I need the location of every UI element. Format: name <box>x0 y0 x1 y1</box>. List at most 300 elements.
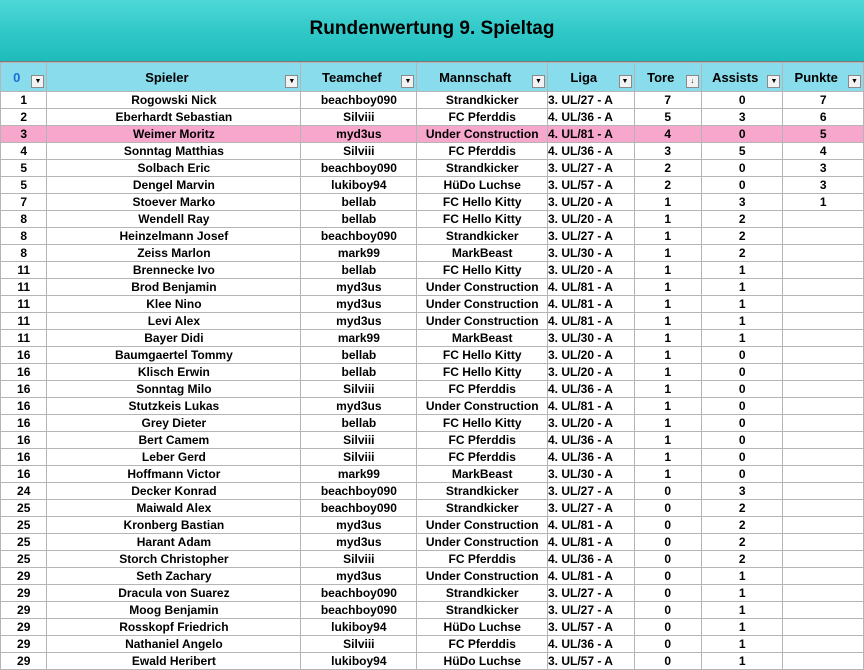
cell-liga[interactable]: 3. UL/20 - A <box>548 194 635 211</box>
cell-teamchef[interactable]: mark99 <box>301 330 417 347</box>
cell-rank[interactable]: 25 <box>1 551 47 568</box>
cell-tore[interactable]: 1 <box>634 211 701 228</box>
cell-teamchef[interactable]: Silviii <box>301 109 417 126</box>
cell-assists[interactable]: 0 <box>701 398 783 415</box>
cell-liga[interactable]: 4. UL/36 - A <box>548 143 635 160</box>
cell-rank[interactable]: 16 <box>1 415 47 432</box>
cell-mannschaft[interactable]: MarkBeast <box>417 466 548 483</box>
cell-assists[interactable]: 0 <box>701 92 783 109</box>
cell-punkte[interactable] <box>783 483 864 500</box>
table-row[interactable] <box>1 296 864 313</box>
cell-rank[interactable]: 25 <box>1 534 47 551</box>
table-row[interactable] <box>1 551 864 568</box>
sort-descending-tore-icon[interactable]: ↓ <box>686 75 699 88</box>
cell-liga[interactable]: 3. UL/30 - A <box>548 330 635 347</box>
cell-mannschaft[interactable]: FC Hello Kitty <box>417 194 548 211</box>
cell-assists[interactable]: 2 <box>701 211 783 228</box>
cell-liga[interactable]: 4. UL/36 - A <box>548 432 635 449</box>
cell-spieler[interactable]: Klee Nino <box>47 296 301 313</box>
cell-assists[interactable]: 0 <box>701 126 783 143</box>
cell-liga[interactable]: 3. UL/20 - A <box>548 211 635 228</box>
cell-teamchef[interactable]: bellab <box>301 262 417 279</box>
cell-punkte[interactable] <box>783 432 864 449</box>
cell-liga[interactable]: 3. UL/57 - A <box>548 619 635 636</box>
cell-liga[interactable]: 3. UL/30 - A <box>548 466 635 483</box>
table-row[interactable] <box>1 381 864 398</box>
cell-liga[interactable]: 3. UL/27 - A <box>548 228 635 245</box>
cell-liga[interactable]: 4. UL/36 - A <box>548 636 635 653</box>
cell-tore[interactable]: 0 <box>634 602 701 619</box>
cell-punkte[interactable] <box>783 551 864 568</box>
filter-dropdown-teamchef-icon[interactable]: ▼ <box>401 75 414 88</box>
cell-assists[interactable]: 1 <box>701 313 783 330</box>
cell-rank[interactable]: 29 <box>1 619 47 636</box>
table-row[interactable] <box>1 602 864 619</box>
cell-mannschaft[interactable]: Under Construction <box>417 534 548 551</box>
cell-mannschaft[interactable]: Under Construction <box>417 279 548 296</box>
cell-punkte[interactable] <box>783 296 864 313</box>
cell-punkte[interactable] <box>783 415 864 432</box>
cell-tore[interactable]: 0 <box>634 483 701 500</box>
cell-liga[interactable]: 4. UL/81 - A <box>548 279 635 296</box>
cell-spieler[interactable]: Nathaniel Angelo <box>47 636 301 653</box>
cell-tore[interactable]: 3 <box>634 143 701 160</box>
table-row[interactable] <box>1 211 864 228</box>
cell-mannschaft[interactable]: HüDo Luchse <box>417 653 548 670</box>
cell-teamchef[interactable]: Silviii <box>301 551 417 568</box>
cell-spieler[interactable]: Dengel Marvin <box>47 177 301 194</box>
cell-rank[interactable]: 29 <box>1 585 47 602</box>
cell-liga[interactable]: 4. UL/81 - A <box>548 313 635 330</box>
cell-assists[interactable]: 3 <box>701 194 783 211</box>
table-row[interactable] <box>1 500 864 517</box>
cell-rank[interactable]: 29 <box>1 568 47 585</box>
cell-spieler[interactable]: Klisch Erwin <box>47 364 301 381</box>
cell-rank[interactable]: 29 <box>1 653 47 670</box>
cell-liga[interactable]: 4. UL/81 - A <box>548 126 635 143</box>
cell-assists[interactable]: 5 <box>701 143 783 160</box>
cell-punkte[interactable] <box>783 347 864 364</box>
cell-tore[interactable]: 1 <box>634 449 701 466</box>
filter-dropdown-assists-icon[interactable]: ▼ <box>767 75 780 88</box>
cell-spieler[interactable]: Kronberg Bastian <box>47 517 301 534</box>
cell-rank[interactable]: 8 <box>1 245 47 262</box>
cell-punkte[interactable] <box>783 381 864 398</box>
table-row[interactable] <box>1 568 864 585</box>
cell-assists[interactable]: 1 <box>701 279 783 296</box>
cell-punkte[interactable] <box>783 245 864 262</box>
cell-spieler[interactable]: Decker Konrad <box>47 483 301 500</box>
cell-teamchef[interactable]: lukiboy94 <box>301 653 417 670</box>
cell-mannschaft[interactable]: FC Pferddis <box>417 381 548 398</box>
cell-mannschaft[interactable]: Strandkicker <box>417 483 548 500</box>
cell-spieler[interactable]: Grey Dieter <box>47 415 301 432</box>
cell-mannschaft[interactable]: Under Construction <box>417 126 548 143</box>
table-row[interactable] <box>1 466 864 483</box>
cell-rank[interactable]: 2 <box>1 109 47 126</box>
cell-tore[interactable]: 2 <box>634 177 701 194</box>
cell-punkte[interactable] <box>783 534 864 551</box>
cell-tore[interactable]: 1 <box>634 466 701 483</box>
cell-liga[interactable]: 3. UL/27 - A <box>548 585 635 602</box>
cell-tore[interactable]: 1 <box>634 347 701 364</box>
cell-punkte[interactable]: 7 <box>783 92 864 109</box>
cell-spieler[interactable]: Ewald Heribert <box>47 653 301 670</box>
cell-tore[interactable]: 1 <box>634 228 701 245</box>
cell-mannschaft[interactable]: HüDo Luchse <box>417 619 548 636</box>
cell-punkte[interactable] <box>783 619 864 636</box>
cell-mannschaft[interactable]: HüDo Luchse <box>417 177 548 194</box>
cell-teamchef[interactable]: myd3us <box>301 313 417 330</box>
cell-rank[interactable]: 25 <box>1 500 47 517</box>
cell-tore[interactable]: 0 <box>634 517 701 534</box>
cell-liga[interactable]: 3. UL/57 - A <box>548 177 635 194</box>
cell-rank[interactable]: 1 <box>1 92 47 109</box>
cell-tore[interactable]: 1 <box>634 330 701 347</box>
cell-mannschaft[interactable]: FC Hello Kitty <box>417 347 548 364</box>
table-row[interactable] <box>1 364 864 381</box>
cell-spieler[interactable]: Dracula von Suarez <box>47 585 301 602</box>
cell-teamchef[interactable]: myd3us <box>301 517 417 534</box>
cell-rank[interactable]: 16 <box>1 466 47 483</box>
cell-teamchef[interactable]: Silviii <box>301 432 417 449</box>
table-row[interactable] <box>1 653 864 670</box>
table-row[interactable] <box>1 517 864 534</box>
cell-assists[interactable]: 1 <box>701 330 783 347</box>
cell-mannschaft[interactable]: Under Construction <box>417 517 548 534</box>
cell-punkte[interactable]: 1 <box>783 194 864 211</box>
table-row[interactable] <box>1 92 864 109</box>
table-row[interactable] <box>1 143 864 160</box>
cell-mannschaft[interactable]: FC Pferddis <box>417 636 548 653</box>
cell-punkte[interactable]: 3 <box>783 177 864 194</box>
cell-teamchef[interactable]: bellab <box>301 211 417 228</box>
cell-assists[interactable]: 2 <box>701 500 783 517</box>
cell-assists[interactable]: 2 <box>701 228 783 245</box>
cell-spieler[interactable]: Moog Benjamin <box>47 602 301 619</box>
cell-liga[interactable]: 3. UL/57 - A <box>548 653 635 670</box>
cell-punkte[interactable]: 4 <box>783 143 864 160</box>
cell-mannschaft[interactable]: Strandkicker <box>417 500 548 517</box>
cell-liga[interactable]: 4. UL/36 - A <box>548 109 635 126</box>
cell-teamchef[interactable]: beachboy090 <box>301 92 417 109</box>
cell-mannschaft[interactable]: Under Construction <box>417 313 548 330</box>
cell-punkte[interactable] <box>783 279 864 296</box>
cell-assists[interactable]: 2 <box>701 534 783 551</box>
cell-punkte[interactable] <box>783 364 864 381</box>
cell-rank[interactable]: 24 <box>1 483 47 500</box>
cell-liga[interactable]: 4. UL/81 - A <box>548 568 635 585</box>
cell-assists[interactable]: 0 <box>701 432 783 449</box>
cell-spieler[interactable]: Stoever Marko <box>47 194 301 211</box>
cell-teamchef[interactable]: beachboy090 <box>301 585 417 602</box>
cell-punkte[interactable]: 3 <box>783 160 864 177</box>
cell-tore[interactable]: 1 <box>634 364 701 381</box>
cell-spieler[interactable]: Zeiss Marlon <box>47 245 301 262</box>
cell-liga[interactable]: 3. UL/20 - A <box>548 262 635 279</box>
cell-assists[interactable]: 0 <box>701 177 783 194</box>
table-row[interactable] <box>1 330 864 347</box>
cell-tore[interactable]: 1 <box>634 296 701 313</box>
cell-tore[interactable]: 1 <box>634 262 701 279</box>
cell-spieler[interactable]: Brennecke Ivo <box>47 262 301 279</box>
cell-punkte[interactable] <box>783 466 864 483</box>
cell-rank[interactable]: 29 <box>1 602 47 619</box>
cell-spieler[interactable]: Sonntag Matthias <box>47 143 301 160</box>
cell-assists[interactable]: 1 <box>701 602 783 619</box>
cell-spieler[interactable]: Solbach Eric <box>47 160 301 177</box>
cell-tore[interactable]: 1 <box>634 313 701 330</box>
cell-rank[interactable]: 25 <box>1 517 47 534</box>
cell-mannschaft[interactable]: Under Construction <box>417 398 548 415</box>
cell-assists[interactable]: 1 <box>701 296 783 313</box>
cell-punkte[interactable] <box>783 602 864 619</box>
cell-tore[interactable]: 1 <box>634 245 701 262</box>
cell-assists[interactable]: 1 <box>701 585 783 602</box>
filter-dropdown-mannschaft-icon[interactable]: ▼ <box>532 75 545 88</box>
cell-rank[interactable]: 16 <box>1 432 47 449</box>
cell-tore[interactable]: 1 <box>634 279 701 296</box>
cell-rank[interactable]: 16 <box>1 347 47 364</box>
cell-punkte[interactable] <box>783 653 864 670</box>
cell-liga[interactable]: 4. UL/36 - A <box>548 551 635 568</box>
cell-rank[interactable]: 8 <box>1 228 47 245</box>
cell-mannschaft[interactable]: Strandkicker <box>417 585 548 602</box>
cell-rank[interactable]: 3 <box>1 126 47 143</box>
cell-teamchef[interactable]: beachboy090 <box>301 483 417 500</box>
cell-liga[interactable]: 3. UL/27 - A <box>548 92 635 109</box>
cell-punkte[interactable] <box>783 517 864 534</box>
cell-tore[interactable]: 7 <box>634 92 701 109</box>
table-row[interactable] <box>1 109 864 126</box>
cell-rank[interactable]: 16 <box>1 398 47 415</box>
table-row[interactable] <box>1 483 864 500</box>
cell-rank[interactable]: 16 <box>1 381 47 398</box>
cell-teamchef[interactable]: myd3us <box>301 398 417 415</box>
cell-assists[interactable]: 2 <box>701 517 783 534</box>
cell-teamchef[interactable]: bellab <box>301 364 417 381</box>
cell-assists[interactable]: 0 <box>701 160 783 177</box>
cell-spieler[interactable]: Weimer Moritz <box>47 126 301 143</box>
cell-tore[interactable]: 0 <box>634 653 701 670</box>
cell-assists[interactable]: 1 <box>701 262 783 279</box>
cell-spieler[interactable]: Bert Camem <box>47 432 301 449</box>
cell-assists[interactable]: 0 <box>701 381 783 398</box>
cell-punkte[interactable] <box>783 228 864 245</box>
cell-spieler[interactable]: Maiwald Alex <box>47 500 301 517</box>
cell-teamchef[interactable]: beachboy090 <box>301 602 417 619</box>
table-row[interactable] <box>1 347 864 364</box>
cell-assists[interactable]: 0 <box>701 364 783 381</box>
table-row[interactable] <box>1 449 864 466</box>
cell-tore[interactable]: 1 <box>634 398 701 415</box>
cell-spieler[interactable]: Baumgaertel Tommy <box>47 347 301 364</box>
cell-teamchef[interactable]: lukiboy94 <box>301 619 417 636</box>
cell-tore[interactable]: 1 <box>634 432 701 449</box>
cell-liga[interactable]: 4. UL/36 - A <box>548 381 635 398</box>
cell-liga[interactable]: 3. UL/30 - A <box>548 245 635 262</box>
cell-spieler[interactable]: Eberhardt Sebastian <box>47 109 301 126</box>
table-row[interactable] <box>1 432 864 449</box>
cell-mannschaft[interactable]: Strandkicker <box>417 228 548 245</box>
cell-punkte[interactable] <box>783 262 864 279</box>
cell-tore[interactable]: 1 <box>634 415 701 432</box>
table-row[interactable] <box>1 194 864 211</box>
cell-tore[interactable]: 5 <box>634 109 701 126</box>
table-row[interactable] <box>1 160 864 177</box>
cell-liga[interactable]: 3. UL/20 - A <box>548 415 635 432</box>
filter-dropdown-punkte-icon[interactable]: ▼ <box>848 75 861 88</box>
cell-tore[interactable]: 0 <box>634 585 701 602</box>
cell-teamchef[interactable]: bellab <box>301 415 417 432</box>
cell-rank[interactable]: 11 <box>1 330 47 347</box>
cell-spieler[interactable]: Brod Benjamin <box>47 279 301 296</box>
cell-teamchef[interactable]: lukiboy94 <box>301 177 417 194</box>
table-row[interactable] <box>1 126 864 143</box>
cell-tore[interactable]: 2 <box>634 160 701 177</box>
cell-teamchef[interactable]: myd3us <box>301 296 417 313</box>
cell-punkte[interactable] <box>783 313 864 330</box>
cell-punkte[interactable] <box>783 585 864 602</box>
cell-assists[interactable]: 0 <box>701 415 783 432</box>
cell-teamchef[interactable]: Silviii <box>301 143 417 160</box>
cell-spieler[interactable]: Harant Adam <box>47 534 301 551</box>
cell-mannschaft[interactable]: FC Hello Kitty <box>417 262 548 279</box>
cell-mannschaft[interactable]: FC Hello Kitty <box>417 415 548 432</box>
cell-assists[interactable]: 1 <box>701 653 783 670</box>
cell-rank[interactable]: 29 <box>1 636 47 653</box>
cell-punkte[interactable] <box>783 500 864 517</box>
cell-teamchef[interactable]: mark99 <box>301 245 417 262</box>
cell-teamchef[interactable]: myd3us <box>301 126 417 143</box>
cell-liga[interactable]: 4. UL/81 - A <box>548 296 635 313</box>
cell-teamchef[interactable]: Silviii <box>301 449 417 466</box>
cell-liga[interactable]: 3. UL/20 - A <box>548 347 635 364</box>
cell-spieler[interactable]: Hoffmann Victor <box>47 466 301 483</box>
cell-punkte[interactable] <box>783 568 864 585</box>
cell-liga[interactable]: 3. UL/27 - A <box>548 602 635 619</box>
cell-mannschaft[interactable]: FC Pferddis <box>417 449 548 466</box>
cell-rank[interactable]: 16 <box>1 364 47 381</box>
cell-assists[interactable]: 0 <box>701 466 783 483</box>
cell-mannschaft[interactable]: FC Pferddis <box>417 551 548 568</box>
cell-spieler[interactable]: Sonntag Milo <box>47 381 301 398</box>
table-row[interactable] <box>1 313 864 330</box>
cell-punkte[interactable]: 5 <box>783 126 864 143</box>
cell-teamchef[interactable]: myd3us <box>301 534 417 551</box>
cell-rank[interactable]: 5 <box>1 160 47 177</box>
cell-teamchef[interactable]: mark99 <box>301 466 417 483</box>
cell-punkte[interactable] <box>783 330 864 347</box>
cell-teamchef[interactable]: beachboy090 <box>301 500 417 517</box>
cell-spieler[interactable]: Stutzkeis Lukas <box>47 398 301 415</box>
cell-spieler[interactable]: Heinzelmann Josef <box>47 228 301 245</box>
cell-teamchef[interactable]: myd3us <box>301 568 417 585</box>
cell-punkte[interactable] <box>783 449 864 466</box>
table-row[interactable] <box>1 245 864 262</box>
cell-assists[interactable]: 0 <box>701 347 783 364</box>
cell-assists[interactable]: 1 <box>701 619 783 636</box>
cell-assists[interactable]: 3 <box>701 109 783 126</box>
cell-spieler[interactable]: Bayer Didi <box>47 330 301 347</box>
cell-tore[interactable]: 1 <box>634 194 701 211</box>
cell-mannschaft[interactable]: FC Pferddis <box>417 109 548 126</box>
cell-tore[interactable]: 4 <box>634 126 701 143</box>
cell-liga[interactable]: 3. UL/27 - A <box>548 160 635 177</box>
cell-assists[interactable]: 0 <box>701 449 783 466</box>
cell-tore[interactable]: 0 <box>634 619 701 636</box>
cell-assists[interactable]: 1 <box>701 636 783 653</box>
cell-mannschaft[interactable]: FC Hello Kitty <box>417 211 548 228</box>
cell-mannschaft[interactable]: Under Construction <box>417 296 548 313</box>
cell-teamchef[interactable]: bellab <box>301 347 417 364</box>
cell-rank[interactable]: 11 <box>1 279 47 296</box>
cell-spieler[interactable]: Seth Zachary <box>47 568 301 585</box>
filter-dropdown-rank-icon[interactable]: ▼ <box>31 75 44 88</box>
cell-teamchef[interactable]: beachboy090 <box>301 160 417 177</box>
table-row[interactable] <box>1 398 864 415</box>
cell-teamchef[interactable]: Silviii <box>301 636 417 653</box>
table-row[interactable] <box>1 636 864 653</box>
cell-spieler[interactable]: Rosskopf Friedrich <box>47 619 301 636</box>
cell-liga[interactable]: 3. UL/27 - A <box>548 500 635 517</box>
cell-liga[interactable]: 4. UL/81 - A <box>548 398 635 415</box>
cell-spieler[interactable]: Leber Gerd <box>47 449 301 466</box>
cell-rank[interactable]: 7 <box>1 194 47 211</box>
cell-mannschaft[interactable]: FC Pferddis <box>417 432 548 449</box>
cell-liga[interactable]: 3. UL/20 - A <box>548 364 635 381</box>
cell-tore[interactable]: 1 <box>634 381 701 398</box>
table-row[interactable] <box>1 619 864 636</box>
cell-tore[interactable]: 0 <box>634 534 701 551</box>
table-row[interactable] <box>1 262 864 279</box>
cell-punkte[interactable] <box>783 636 864 653</box>
cell-teamchef[interactable]: myd3us <box>301 279 417 296</box>
filter-dropdown-spieler-icon[interactable]: ▼ <box>285 75 298 88</box>
cell-punkte[interactable]: 6 <box>783 109 864 126</box>
cell-teamchef[interactable]: beachboy090 <box>301 228 417 245</box>
table-row[interactable] <box>1 415 864 432</box>
table-row[interactable] <box>1 534 864 551</box>
cell-assists[interactable]: 3 <box>701 483 783 500</box>
filter-dropdown-liga-icon[interactable]: ▼ <box>619 75 632 88</box>
cell-rank[interactable]: 8 <box>1 211 47 228</box>
cell-rank[interactable]: 16 <box>1 449 47 466</box>
table-row[interactable] <box>1 585 864 602</box>
cell-mannschaft[interactable]: Strandkicker <box>417 160 548 177</box>
table-row[interactable] <box>1 228 864 245</box>
cell-assists[interactable]: 2 <box>701 245 783 262</box>
cell-punkte[interactable] <box>783 398 864 415</box>
cell-rank[interactable]: 11 <box>1 313 47 330</box>
cell-mannschaft[interactable]: Strandkicker <box>417 92 548 109</box>
cell-spieler[interactable]: Levi Alex <box>47 313 301 330</box>
table-row[interactable] <box>1 177 864 194</box>
cell-rank[interactable]: 11 <box>1 262 47 279</box>
cell-rank[interactable]: 5 <box>1 177 47 194</box>
cell-liga[interactable]: 3. UL/27 - A <box>548 483 635 500</box>
cell-mannschaft[interactable]: Under Construction <box>417 568 548 585</box>
cell-liga[interactable]: 4. UL/81 - A <box>548 534 635 551</box>
cell-liga[interactable]: 4. UL/81 - A <box>548 517 635 534</box>
cell-spieler[interactable]: Rogowski Nick <box>47 92 301 109</box>
cell-mannschaft[interactable]: FC Hello Kitty <box>417 364 548 381</box>
cell-teamchef[interactable]: Silviii <box>301 381 417 398</box>
cell-spieler[interactable]: Wendell Ray <box>47 211 301 228</box>
cell-rank[interactable]: 11 <box>1 296 47 313</box>
cell-spieler[interactable]: Storch Christopher <box>47 551 301 568</box>
cell-assists[interactable]: 2 <box>701 551 783 568</box>
